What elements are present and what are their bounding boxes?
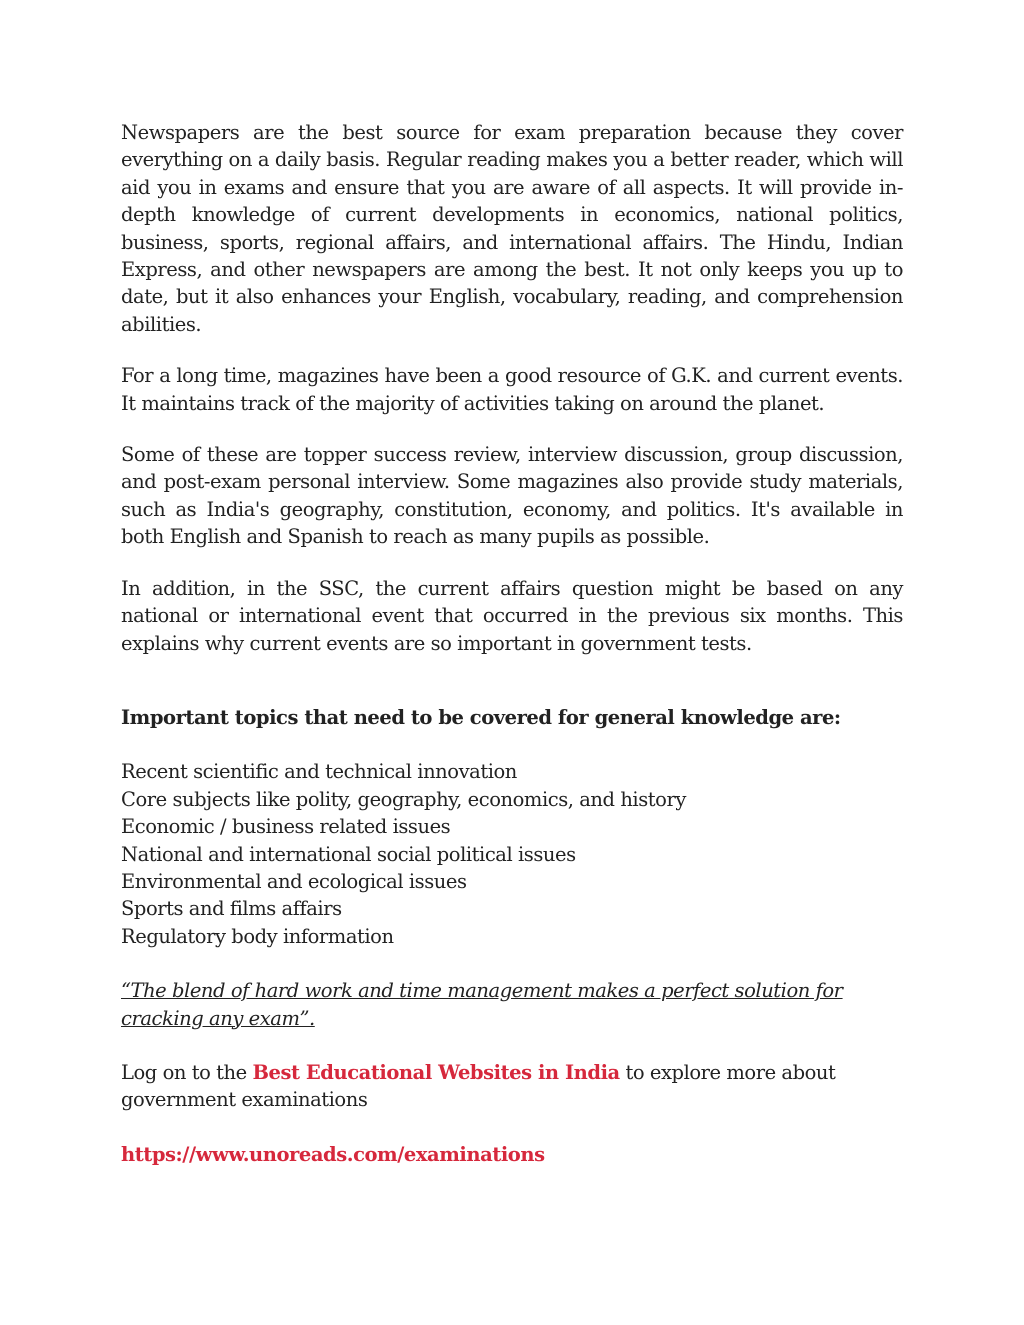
cta-prefix: Log on to the xyxy=(121,1060,253,1084)
quote-text: “The blend of hard work and time management makes a perfect solution for cracking any exam”. xyxy=(121,979,843,1030)
topic-item: Environmental and ecological issues xyxy=(121,869,467,893)
topic-item: Core subjects like polity, geography, economics, and history xyxy=(121,787,686,811)
url-paragraph xyxy=(121,1141,903,1168)
paragraph-ssc: In addition, in the SSC, the current affairs question might be based on any national or international event that occurred in the previous six months. This explains why current events are so important in government tests. xyxy=(121,576,903,655)
cta-paragraph xyxy=(121,1059,903,1114)
topic-item: Sports and films affairs xyxy=(121,897,342,921)
topics-heading: Important topics that need to be covered for general knowledge are: xyxy=(121,705,841,729)
paragraph-magazine-contents: Some of these are topper success review, interview discussion, group discussion, and post-exam personal interview. Some magazines also provide study materials, such as India's geography, constitution, economy, and politics. It's available in both English and Spanish to reach as many pupils as possible. xyxy=(121,443,903,549)
topic-item: Regulatory body information xyxy=(121,924,394,948)
paragraph-magazines: For a long time, magazines have been a good resource of G.K. and current events. It maintains track of the majority of activities taking on around the planet. xyxy=(121,364,903,415)
topic-item: National and international social political issues xyxy=(121,842,576,866)
topic-item: Recent scientific and technical innovation xyxy=(121,760,517,784)
cta-suffix: to explore more about government examinations xyxy=(121,1060,836,1112)
paragraph-newspapers: Newspapers are the best source for exam preparation because they cover everything on a daily basis. Regular reading makes you a better reader, which will aid you in exams and ensure that you are aware of all aspects. It will provide in-depth knowledge of current developments in economics, national politics, business, sports, regional affairs, and international affairs. The Hindu, Indian Express, and other newspapers are among the best. It not only keeps you up to date, but it also enhances your English, vocabulary, reading, and comprehension abilities. xyxy=(121,121,903,336)
topics-list xyxy=(121,758,903,950)
educational-websites-link[interactable]: Best Educational Websites in India xyxy=(252,1060,620,1084)
topic-item: Economic / business related issues xyxy=(121,815,451,839)
examinations-url-link[interactable]: https://www.unoreads.com/examinations xyxy=(121,1142,545,1166)
document-page xyxy=(121,119,903,1168)
